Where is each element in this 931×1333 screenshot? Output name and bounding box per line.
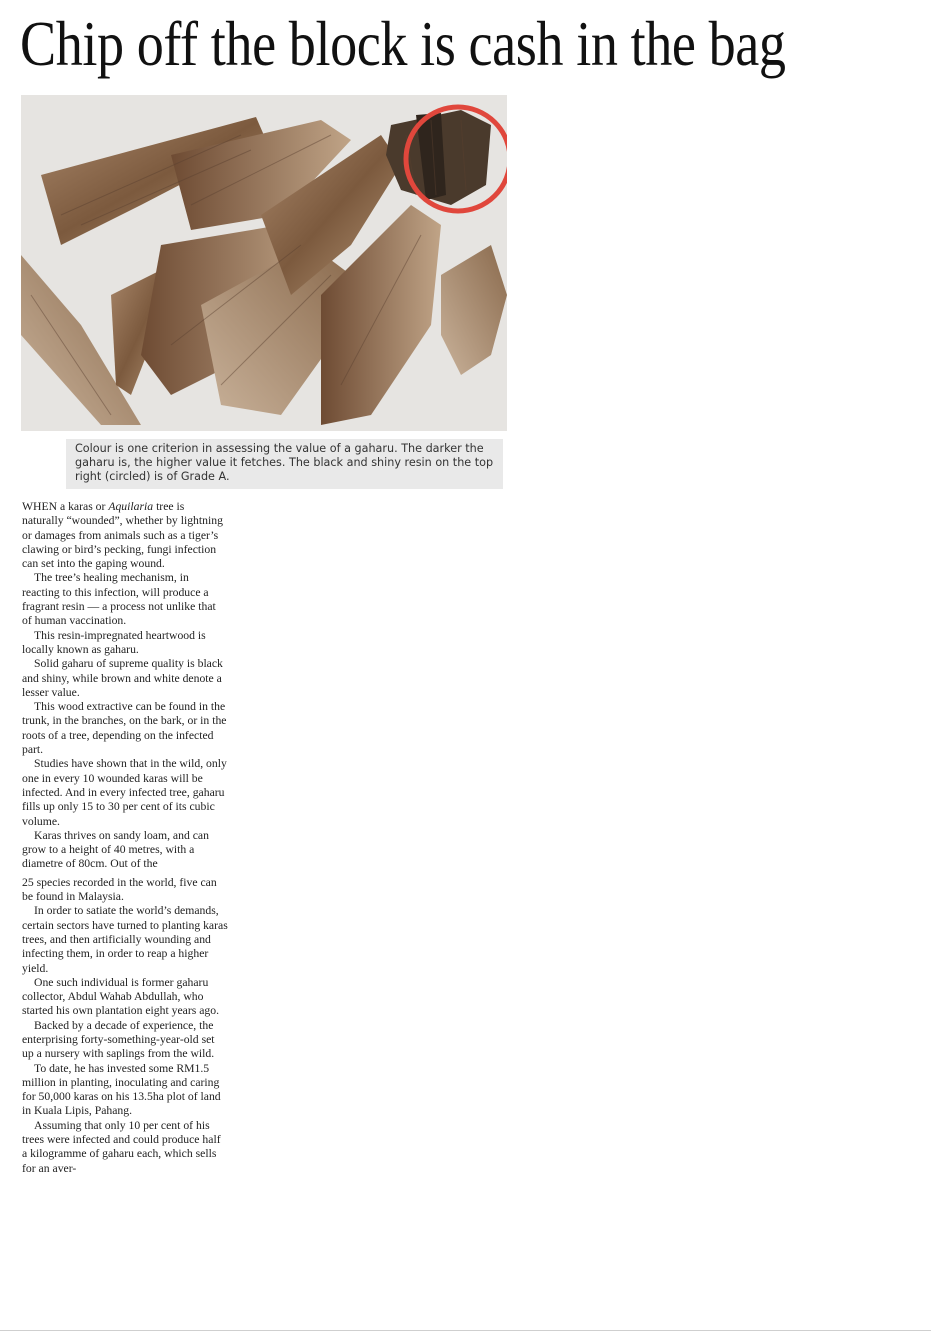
article-paragraph-9: One such individual is former gaharu collector, Abdul Wahab Abdullah, who started his own plantation eight years ago.	[22, 975, 220, 1018]
paragraph-text: WHEN a karas or	[22, 500, 109, 513]
article-paragraph-12: Assuming that only 10 per cent of his trees were infected and could produce half a kilogramme of gaharu each, which sells for an aver-	[22, 1118, 221, 1175]
paragraph-text: tree is naturally “wounded”, whether by lightning or damages from animals such as a tiger’s clawing or bird’s pecking, fungi infection can set into the gaping wound.	[22, 500, 223, 571]
page-bottom-divider	[0, 1330, 931, 1331]
gaharu-photo	[21, 95, 507, 431]
article-paragraph-2: The tree’s healing mechanism, in reacting to this infection, will produce a fragrant resin — a process not unlike that of human vaccination.	[22, 571, 216, 628]
article-paragraph-8: In order to satiate the world’s demands, certain sectors have turned to planting karas trees, and then artificially wounding and infecting them, in order to reap a higher yield.	[22, 904, 228, 975]
species-name: Aquilaria	[108, 500, 154, 513]
photo-caption-box	[66, 439, 503, 489]
article-paragraph-4: Solid gaharu of supreme quality is black and shiny, while brown and white denote a lesser value.	[22, 657, 223, 699]
article-paragraph-7a: Karas thrives on sandy loam, and can grow to a height of 40 metres, with a diametre of 80cm. Out of the	[22, 828, 209, 871]
article-paragraph-11: To date, he has invested some RM1.5 million in planting, inoculating and caring for 50,000 karas on his 13.5ha plot of land in Kuala Lipis, Pahang.	[22, 1061, 221, 1118]
article-paragraph-3: This resin-impregnated heartwood is locally known as gaharu.	[22, 628, 206, 656]
article-paragraph-10: Backed by a decade of experience, the enterprising forty-something-year-old set up a nursery with saplings from the wild.	[22, 1018, 215, 1061]
article-paragraph-7b: 25 species recorded in the world, five can be found in Malaysia.	[22, 875, 217, 904]
photo-caption: Colour is one criterion in assessing the value of a gaharu. The darker the gaharu is, the higher value it fetches. The black and shiny resin on the top right (circled) is of Grade A.	[75, 442, 494, 484]
gaharu-wood-chips-icon	[21, 95, 507, 431]
article-body	[22, 500, 228, 1176]
article-paragraph-1	[22, 500, 228, 571]
article-paragraph-5: This wood extractive can be found in the trunk, in the branches, on the bark, or in the roots of a tree, depending on the infected part.	[22, 700, 227, 757]
article-paragraph-6: Studies have shown that in the wild, only one in every 10 wounded karas will be infected. And in every infected tree, gaharu fills up only 15 to 30 per cent of its cubic volume.	[22, 757, 227, 828]
headline: Chip off the block is cash in the bag	[20, 9, 786, 79]
